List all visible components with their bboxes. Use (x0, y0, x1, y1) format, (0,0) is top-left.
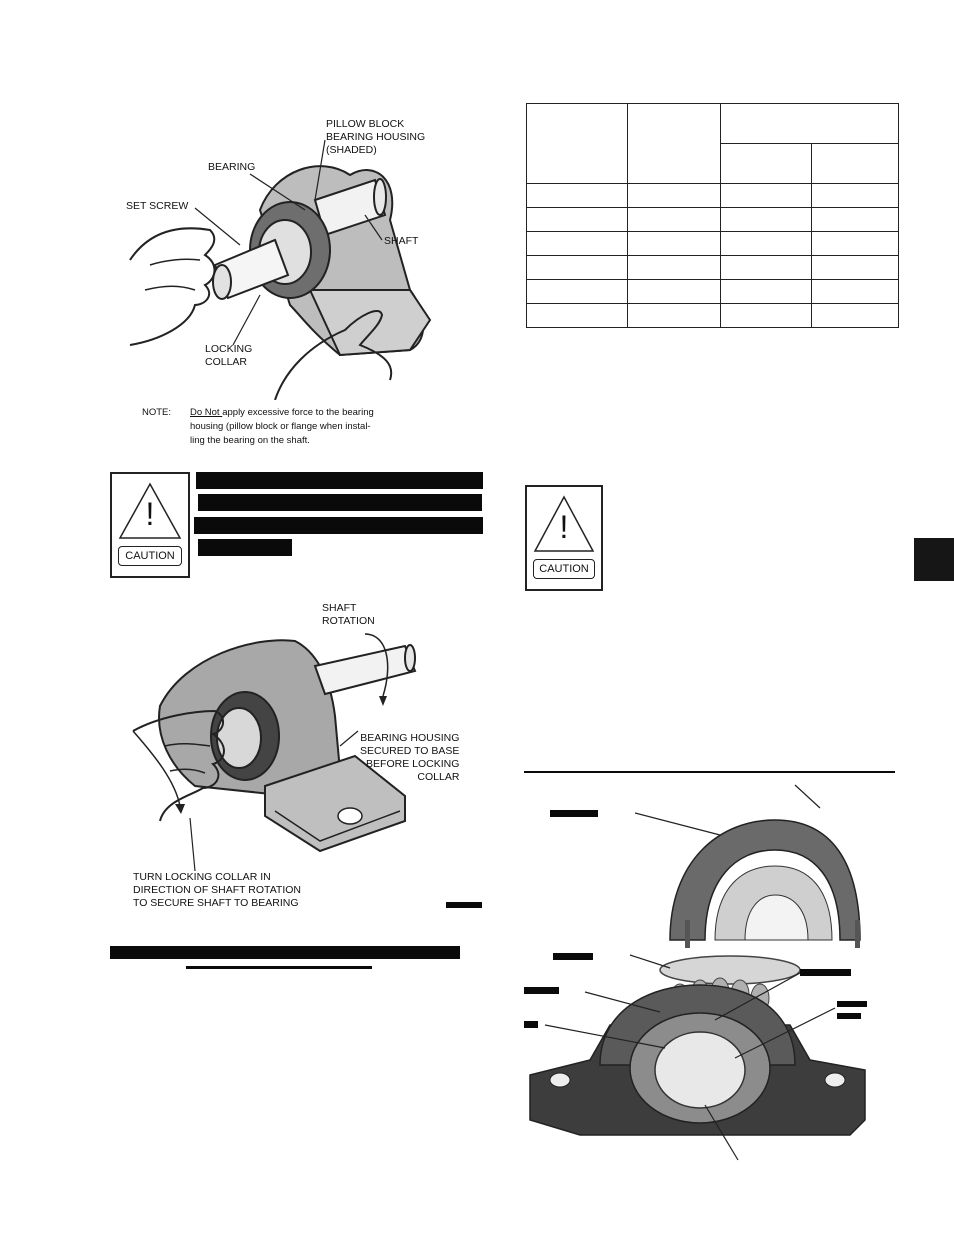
note-emphasis: Do Not (190, 407, 223, 418)
note-prefix: NOTE: (142, 407, 172, 418)
warning-exclamation: ! (145, 496, 155, 532)
caution-label-left: CAUTION (118, 546, 182, 566)
label-shaft: SHAFT (384, 235, 419, 247)
redacted-caution-line-2 (198, 494, 482, 511)
redacted-figure-number (446, 902, 482, 908)
spec-table (526, 103, 899, 328)
redacted-caution-line-4 (198, 539, 292, 556)
redacted-callout (837, 1001, 867, 1007)
table-header-cell (527, 104, 628, 184)
note-line2: housing (pillow block or flange when instal- (190, 421, 371, 432)
caution-label-right: CAUTION (533, 559, 595, 579)
table-header-cell (628, 104, 721, 184)
section-tab (914, 538, 954, 581)
label-bearing: BEARING (208, 161, 256, 173)
redacted-callout (550, 810, 598, 817)
label-locking-collar: LOCKING COLLAR (205, 343, 253, 368)
table-row (527, 280, 899, 304)
caution-box-left (110, 472, 190, 578)
table-header-cell (812, 144, 899, 184)
label-turn-collar: TURN LOCKING COLLAR IN DIRECTION OF SHAFT ROTATION TO SECURE SHAFT TO BEARING (133, 871, 301, 909)
redacted-callout (553, 953, 593, 960)
pillow-block-illustration (110, 100, 490, 400)
figure-split-housing (520, 780, 900, 1170)
label-pillow-block: PILLOW BLOCK BEARING HOUSING (SHADED) (326, 118, 426, 156)
label-shaft-rotation: SHAFT ROTATION (322, 602, 375, 627)
redacted-caution-line-3 (194, 517, 483, 534)
redacted-heading (110, 946, 460, 959)
figure-shaft-rotation (115, 596, 490, 914)
redacted-callout (524, 987, 559, 994)
caution-box-right (525, 485, 603, 591)
redacted-callout (800, 969, 851, 976)
figure1-note (142, 406, 442, 448)
table-header-cell (721, 104, 899, 144)
label-set-screw: SET SCREW (126, 200, 189, 212)
table-row (527, 304, 899, 328)
redacted-callout (524, 1021, 538, 1028)
section-divider (524, 771, 895, 773)
table-row (527, 208, 899, 232)
redacted-heading-underline (186, 966, 372, 969)
redacted-caution-line-1 (196, 472, 483, 489)
table-header-cell (721, 144, 812, 184)
warning-exclamation: ! (559, 509, 569, 545)
figure-pillow-block (110, 100, 490, 460)
table-row (527, 232, 899, 256)
table-row (527, 184, 899, 208)
table-row (527, 256, 899, 280)
label-housing-secured: BEARING HOUSING SECURED TO BASE BEFORE LOCKING COLLAR (360, 732, 460, 783)
redacted-callout (837, 1013, 861, 1019)
note-line1: apply excessive force to the bearing (222, 407, 374, 418)
note-line3: ling the bearing on the shaft. (190, 435, 310, 446)
